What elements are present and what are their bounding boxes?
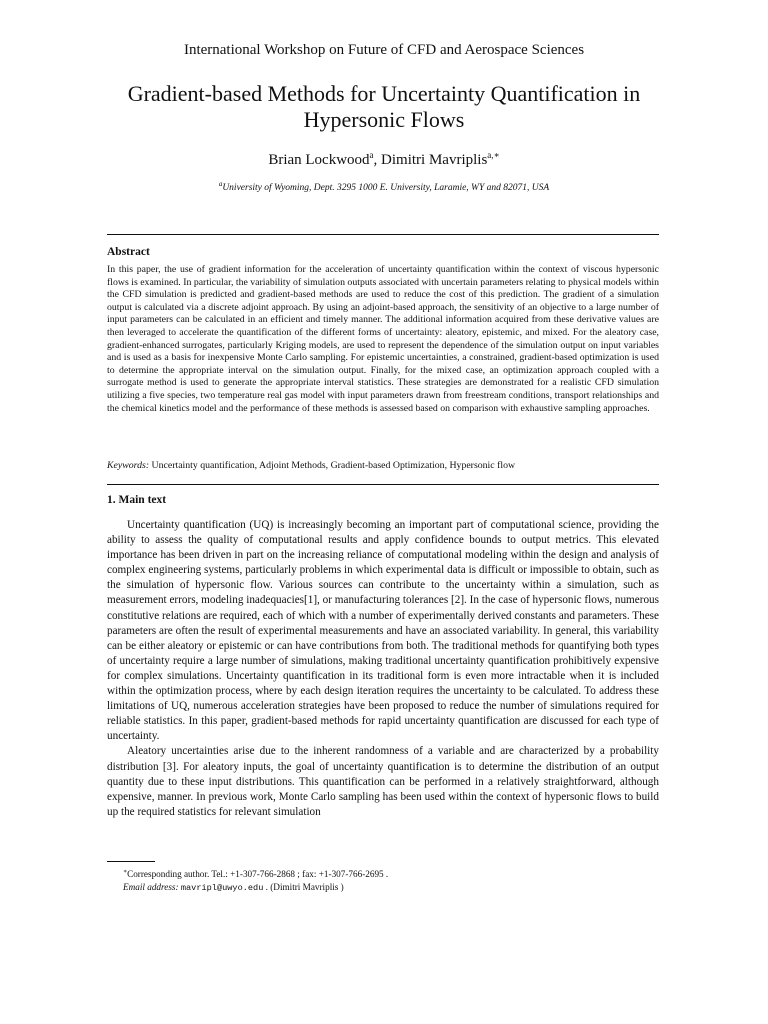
keywords-label: Keywords:	[107, 460, 150, 471]
email-link[interactable]: mavripl@uwyo.edu	[180, 883, 264, 894]
keywords	[107, 460, 659, 471]
body-paragraph: Uncertainty quantification (UQ) is increasingly becoming an important part of computational science, providing the ability to assess the quality of computational results and apply confidence bounds to output metrics. This elevated importance has been driven in part on the increasing reliance of computational modeling within the design and analysis of complex engineering systems, particularly problems in which experimental data is difficult or impossible to obtain, such as the simulation of hypersonic flow. Various sources can contribute to the uncertainty within a simulation, such as measurement errors, modeling inadequacies[1], or manufacturing tolerances [2]. In the case of hypersonic flows, numerous constitutive relations are required, each of which with a number of experimentally derived constants and parameters. These parameters are often the result of experimental measurements and have an associated variability. In general, this variability can be either aleatory or epistemic or can have contributions from both. The traditional methods for quantifying both types of uncertainty require a large number of simulations, making traditional uncertainty quantification prohibitively expensive for complex simulations. Uncertainty quantification in its traditional form is even more intractable when it is included within the optimization process, where by each design iteration requires the uncertainty to be calculated. To address these limitations of UQ, numerous acceleration strategies have been proposed to reduce the number of simulations required for reliable statistics. In this paper, gradient-based methods for rapid uncertainty quantification are discussed for each type of uncertainty.	[107, 519, 659, 743]
affiliation-marker: a	[218, 180, 223, 188]
author-list	[0, 150, 768, 169]
keywords-text: Uncertainty quantification, Adjoint Methods, Gradient-based Optimization, Hypersonic flow	[151, 460, 516, 471]
affiliation-marker: a	[369, 150, 374, 160]
footnote-corresponding	[123, 866, 659, 881]
email-suffix: . (Dimitri Mavriplis )	[263, 882, 344, 893]
body-paragraph: Aleatory uncertainties arise due to the inherent randomness of a variable and are characterized by a probability distribution [3]. For aleatory inputs, the goal of uncertainty quantification is to determine the distribution of an output quantity due to these input distributions. This quantification can be performed in a relatively straightforward, although expensive, manner. In previous work, Monte Carlo sampling has been used within the context of hypersonic flows to build up the required statistics for relevant simulation	[107, 745, 659, 818]
footnote-email	[123, 881, 659, 895]
abstract-body: In this paper, the use of gradient information for the acceleration of uncertainty quantification within the context of viscous hypersonic flows is examined. In particular, the variability of simulation outputs associated with uncertain parameters relating to physical models within the CFD simulation is predicted and gradient-based methods are used to reduce the cost of this prediction. The gradient of a simulation output is calculated via a discrete adjoint approach. By using an adjoint-based approach, the sensitivity of an objective to a large number of input parameters can be calculated in an efficient and timely manner. The additional information acquired from these derivative values are then leveraged to accelerate the quantification of the different forms of uncertainty: aleatory, epistemic, and mixed. For the aleatory case, gradient-enhanced surrogates, particularly Kriging models, are used to represent the dependence of the simulation output on input variables and is used as a basis for inexpensive Monte Carlo sampling. For epistemic uncertainties, a constrained, gradient-based optimization is used to determine the appropriate interval on the simulation output. Finally, for the mixed case, an optimization approach coupled with a surrogate method is used to generate the appropriate interval statistics. These strategies are demonstrated for a realistic CFD simulation utilizing a five species, two temperature real gas model with input parameters drawn from freestream conditions, transport relationships and the chemical kinetics model and the performance of these methods is assessed based on comparison with exhaustive sampling approaches.	[107, 264, 659, 414]
divider	[107, 234, 659, 235]
footnote-rule	[107, 861, 155, 862]
author-name: Dimitri Mavriplis	[381, 152, 488, 168]
affiliation-text: University of Wyoming, Dept. 3295 1000 E. University, Laramie, WY and 82071, USA	[222, 183, 550, 194]
footnote-marker: ∗	[123, 869, 128, 875]
section-body	[107, 518, 659, 820]
author-separator: ,	[373, 152, 382, 168]
footnotes	[123, 866, 659, 895]
affiliation	[0, 180, 768, 193]
section-heading: 1. Main text	[107, 494, 167, 506]
abstract-heading: Abstract	[107, 246, 150, 258]
conference-header: International Workshop on Future of CFD and Aerospace Sciences	[183, 42, 585, 58]
affiliation-marker: a,∗	[487, 150, 500, 160]
author-name: Brian Lockwood	[268, 152, 370, 168]
footnote-text: Corresponding author. Tel.: +1-307-766-2868 ; fax: +1-307-766-2695 .	[127, 869, 389, 880]
divider	[107, 484, 659, 485]
paper-title: Gradient-based Methods for Uncertainty Quantification in Hypersonic Flows	[127, 81, 641, 132]
email-label: Email address:	[123, 882, 179, 893]
